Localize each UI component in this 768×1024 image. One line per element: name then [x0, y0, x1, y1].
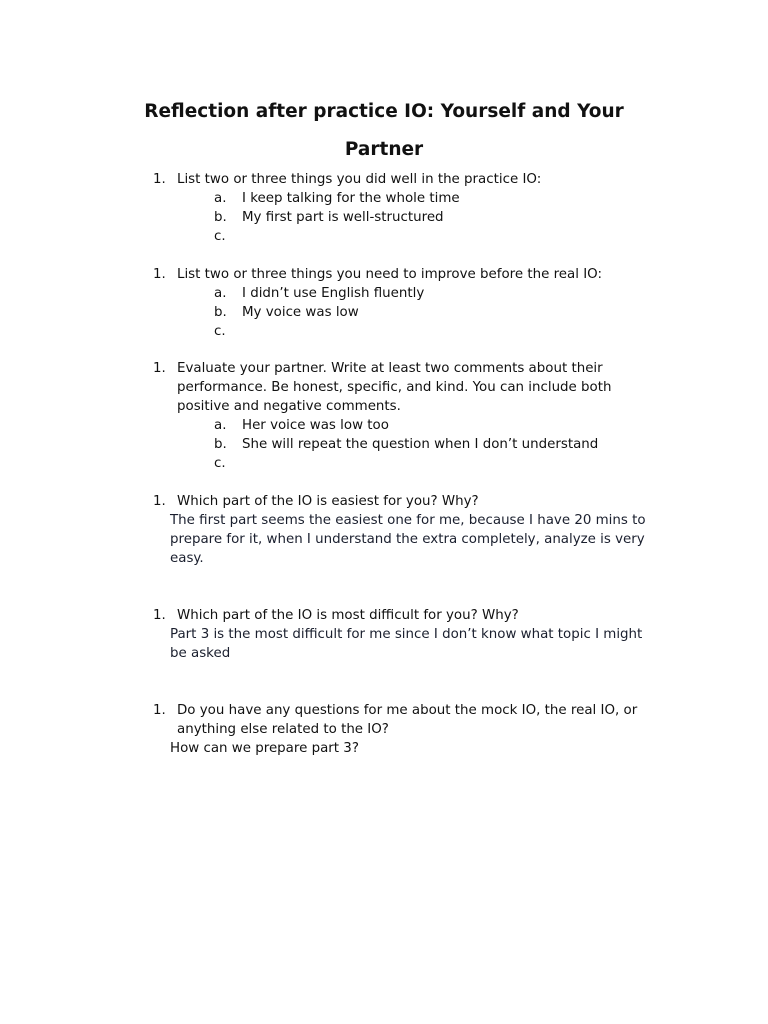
answer-text: easy. — [170, 551, 204, 566]
list-item: I keep talking for the whole time — [242, 191, 460, 206]
item-letter: a. — [214, 191, 227, 206]
item-letter: a. — [214, 286, 227, 301]
answer-text: How can we prepare part 3? — [170, 741, 359, 756]
list-item: Her voice was low too — [242, 418, 389, 433]
answer-text: prepare for it, when I understand the extra completely, analyze is very — [170, 532, 645, 547]
item-letter: a. — [214, 418, 227, 433]
question-number: 1. — [153, 361, 166, 376]
answer-text: be asked — [170, 646, 231, 661]
item-letter: b. — [214, 305, 227, 320]
question-number: 1. — [153, 267, 166, 282]
question-text: Which part of the IO is most difficult for you? Why? — [177, 608, 519, 623]
list-item: I didn’t use English fluently — [242, 286, 425, 301]
item-letter: b. — [214, 210, 227, 225]
question-text: Which part of the IO is easiest for you? Why? — [177, 494, 479, 509]
question-number: 1. — [153, 608, 166, 623]
question-text: Do you have any questions for me about the mock IO, the real IO, or — [177, 703, 638, 718]
question-text: positive and negative comments. — [177, 399, 401, 414]
question-text: Evaluate your partner. Write at least two comments about their — [177, 361, 603, 376]
title-line-1: Reflection after practice IO: Yourself and Your — [144, 101, 624, 122]
question-number: 1. — [153, 494, 166, 509]
item-letter: b. — [214, 437, 227, 452]
answer-text: The first part seems the easiest one for me, because I have 20 mins to — [170, 513, 646, 528]
list-item: My voice was low — [242, 305, 359, 320]
question-text: List two or three things you did well in the practice IO: — [177, 172, 542, 187]
question-number: 1. — [153, 703, 166, 718]
question-text: performance. Be honest, specific, and kind. You can include both — [177, 380, 612, 395]
item-letter: c. — [214, 324, 226, 339]
question-text: List two or three things you need to improve before the real IO: — [177, 267, 602, 282]
item-letter: c. — [214, 456, 226, 471]
list-item: She will repeat the question when I don’t understand — [242, 437, 599, 452]
list-item: My first part is well-structured — [242, 210, 444, 225]
title-line-2: Partner — [344, 139, 424, 160]
question-text: anything else related to the IO? — [177, 722, 389, 737]
answer-text: Part 3 is the most difficult for me since I don’t know what topic I might — [170, 627, 643, 642]
page-title — [120, 93, 648, 169]
question-number: 1. — [153, 172, 166, 187]
item-letter: c. — [214, 229, 226, 244]
